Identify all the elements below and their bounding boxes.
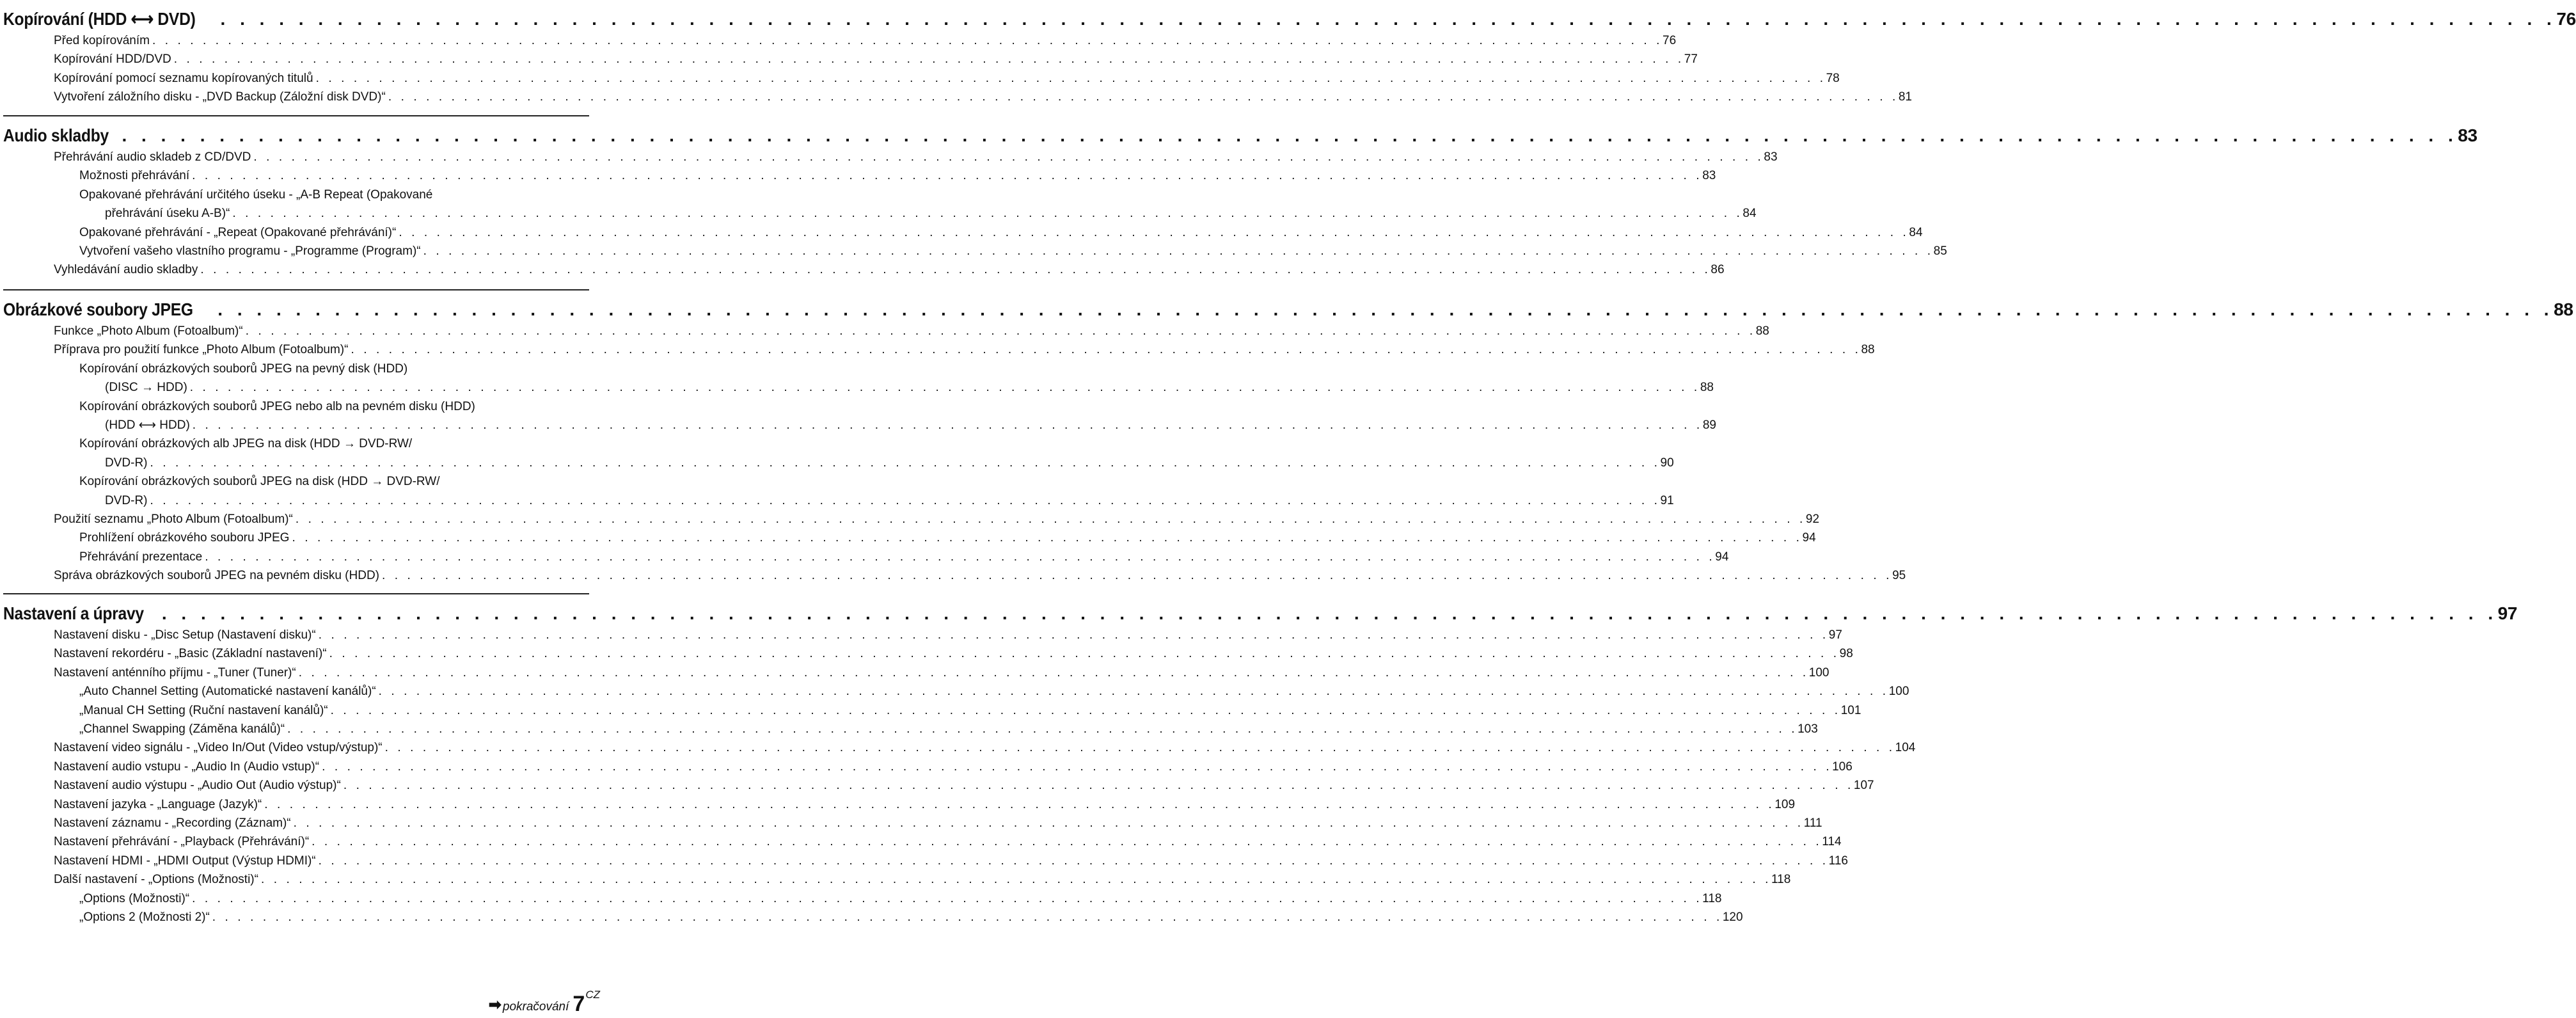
section-divider [3,115,589,116]
section-heading-row[interactable] [3,118,2477,146]
toc-entry-page-number: 88 [1700,381,1714,395]
section-page-number: 83 [2458,125,2477,145]
toc-entry-label: Nastavení záznamu - „Recording (Záznam)“ [54,816,291,830]
toc-entry-label: Správa obrázkových souborů JPEG na pevném disku (HDD) [54,569,380,583]
toc-entry-page-number: 88 [1861,343,1875,357]
toc-entry[interactable] [54,48,1698,67]
toc-entry-page-number: 81 [1898,90,1912,104]
dot-leader: . . . . . . . . . . . . . . . . . . . . . . . . . . . . . . . . . . . . . . . . . . . . . . . . . . . . . . . . . . . . . . . . . . . . . . . . . . . . . . . . . . . . . . . . . . . . . . . . . . . . . . . . . . . . . . . . . . . . . . . . [192,169,1703,183]
dot-leader: . . . . . . . . . . . . . . . . . . . . . . . . . . . . . . . . . . . . . . . . . . . . . . . . . . . . . . . . . . . . . . . . . . . . . . . . . . . . . . . . . . . . . . . . . . . . . . . . . . . . . . . . . . . . . . . . . . . . . . . . [189,381,1700,395]
dot-leader: . . . . . . . . . . . . . . . . . . . . . . . . . . . . . . . . . . . . . . . . . . . . . . . . . . . . . . . . . . . . . . . . . . . . . . . . . . . . . . . . . . . . . . . . . . . . . . . . . . . . . . . . . . . . . . . . . . . . . . . . [161,603,2498,623]
dot-leader: . . . . . . . . . . . . . . . . . . . . . . . . . . . . . . . . . . . . . . . . . . . . . . . . . . . . . . . . . . . . . . . . . . . . . . . . . . . . . . . . . . . . . . . . . . . . . . . . . . . . . . . . . . . . . . . . . . . . . . . . [205,550,1716,564]
toc-entry-label: přehrávání úseku A-B)“ [105,207,230,221]
toc-entry-page-number: 88 [1755,324,1769,338]
toc-entry-page-number: 98 [1839,647,1853,661]
toc-entry-label: Opakované přehrávání určitého úseku - „A-B Repeat (Opakované [79,187,433,202]
toc-entry[interactable] [79,887,1722,907]
toc-entry-label: Příprava pro použití funkce „Photo Album (Fotoalbum)“ [54,343,349,357]
toc-entry[interactable] [79,358,580,377]
toc-entry[interactable] [54,67,1840,86]
toc-entry-label: (HDD ⟷ HDD) [105,418,190,432]
toc-entry-label: „Options 2 (Možnosti 2)“ [79,911,210,924]
toc-entry-label: Nastavení HDMI - „HDMI Output (Výstup HDMI)“ [54,854,316,868]
toc-entry[interactable] [54,812,1822,831]
toc-entry-page-number: 118 [1702,891,1722,905]
dot-leader: . . . . . . . . . . . . . . . . . . . . . . . . . . . . . . . . . . . . . . . . . . . . . . . . . . . . . . . . . . . . . . . . . . . . . . . . . . . . . . . . . . . . . . . . . . . . . . . . . . . . . . . . . . . . . . . . . . . . . . . . [192,891,1703,905]
dot-leader: . . . . . . . . . . . . . . . . . . . . . . . . . . . . . . . . . . . . . . . . . . . . . . . . . . . . . . . . . . . . . . . . . . . . . . . . . . . . . . . . . . . . . . . . . . . . . . . . . . . . . . . . . . . . . . . . . . . . . . . . [122,125,2458,145]
section-title: Kopírování (HDD ⟷ DVD) [3,9,196,29]
toc-entry[interactable] [105,376,1714,395]
toc-entry-page-number: 100 [1808,665,1829,680]
toc-entry-label: DVD-R) [105,456,148,470]
toc-entry[interactable] [79,906,1743,925]
toc-entry[interactable] [54,338,1875,358]
dot-leader: . . . . . . . . . . . . . . . . . . . . . . . . . . . . . . . . . . . . . . . . . . . . . . . . . . . . . . . . . . . . . . . . . . . . . . . . . . . . . . . . . . . . . . . . . . . . . . . . . . . . . . . . . . . . . . . . . . . . . . . . [232,207,1743,221]
toc-entry-page-number: 109 [1774,797,1796,811]
toc-entry[interactable] [79,527,1816,546]
toc-entry-page-number: 91 [1660,493,1674,507]
toc-entry-label: Možnosti přehrávání [79,169,190,183]
toc-entry-label: Kopírování obrázkových souborů JPEG nebo alb na pevném disku (HDD) [79,399,475,413]
toc-entry[interactable] [79,433,580,452]
toc-entry-page-number: 120 [1722,911,1743,924]
toc-entry-page-number: 78 [1826,71,1840,85]
dot-leader: . . . . . . . . . . . . . . . . . . . . . . . . . . . . . . . . . . . . . . . . . . . . . . . . . . . . . . . . . . . . . . . . . . . . . . . . . . . . . . . . . . . . . . . . . . . . . . . . . . . . . . . . . . . . . . . . . . . . . . . . [152,34,1663,47]
toc-entry[interactable] [54,146,1778,165]
toc-entry-page-number: 83 [1702,169,1716,183]
toc-entry[interactable] [79,470,580,489]
dot-leader: . . . . . . . . . . . . . . . . . . . . . . . . . . . . . . . . . . . . . . . . . . . . . . . . . . . . . . . . . . . . . . . . . . . . . . . . . . . . . . . . . . . . . . . . . . . . . . . . . . . . . . . . . . . . . . . . . . . . . . . . [318,628,1829,642]
toc-entry-label: Nastavení disku - „Disc Setup (Nastavení disku)“ [54,628,316,642]
toc-entry-page-number: 94 [1715,550,1729,564]
section-title: Nastavení a úpravy [3,603,144,623]
toc-entry-label: Před kopírováním [54,34,150,47]
toc-entry-page-number: 106 [1832,760,1853,774]
dot-leader: . . . . . . . . . . . . . . . . . . . . . . . . . . . . . . . . . . . . . . . . . . . . . . . . . . . . . . . . . . . . . . . . . . . . . . . . . . . . . . . . . . . . . . . . . . . . . . . . . . . . . . . . . . . . . . . . . . . . . . . . [399,225,1909,239]
toc-entry[interactable] [54,642,1853,662]
dot-leader: . . . . . . . . . . . . . . . . . . . . . . . . . . . . . . . . . . . . . . . . . . . . . . . . . . . . . . . . . . . . . . . . . . . . . . . . . . . . . . . . . . . . . . . . . . . . . . . . . . . . . . . . . . . . . . . . . . . . . . . . [292,531,1803,545]
toc-entry-page-number: 94 [1802,531,1816,545]
section-heading-row[interactable] [3,292,2573,320]
toc-entry-label: Prohlížení obrázkového souboru JPEG [79,531,290,545]
dot-leader: . . . . . . . . . . . . . . . . . . . . . . . . . . . . . . . . . . . . . . . . . . . . . . . . . . . . . . . . . . . . . . . . . . . . . . . . . . . . . . . . . . . . . . . . . . . . . . . . . . . . . . . . . . . . . . . . . . . . . . . . [382,569,1893,583]
dot-leader: . . . . . . . . . . . . . . . . . . . . . . . . . . . . . . . . . . . . . . . . . . . . . . . . . . . . . . . . . . . . . . . . . . . . . . . . . . . . . . . . . . . . . . . . . . . . . . . . . . . . . . . . . . . . . . . . . . . . . . . . [245,324,1756,338]
section-title: Audio skladby [3,125,109,145]
toc-entry[interactable] [54,662,1829,681]
toc-entry[interactable] [54,736,1916,756]
toc-entry[interactable] [79,395,580,415]
toc-entry[interactable] [54,564,1906,584]
toc-entry-label: „Manual CH Setting (Ruční nastavení kanálů)“ [79,703,328,717]
dot-leader: . . . . . . . . . . . . . . . . . . . . . . . . . . . . . . . . . . . . . . . . . . . . . . . . . . . . . . . . . . . . . . . . . . . . . . . . . . . . . . . . . . . . . . . . . . . . . . . . . . . . . . . . . . . . . . . . . . . . . . . . [253,150,1764,164]
dot-leader: . . . . . . . . . . . . . . . . . . . . . . . . . . . . . . . . . . . . . . . . . . . . . . . . . . . . . . . . . . . . . . . . . . . . . . . . . . . . . . . . . . . . . . . . . . . . . . . . . . . . . . . . . . . . . . . . . . . . . . . . [378,685,1889,699]
toc-entry[interactable] [54,320,1769,339]
toc-entry-page-number: 107 [1853,779,1874,793]
toc-entry[interactable] [105,414,1716,433]
toc-entry-label: Funkce „Photo Album (Fotoalbum)“ [54,324,243,338]
toc-entry[interactable] [79,221,1923,241]
toc-entry-page-number: 111 [1803,816,1822,830]
section-page-number: 97 [2497,603,2518,623]
section-title: Obrázkové soubory JPEG [3,299,193,319]
dot-leader: . . . . . . . . . . . . . . . . . . . . . . . . . . . . . . . . . . . . . . . . . . . . . . . . . . . . . . . . . . . . . . . . . . . . . . . . . . . . . . . . . . . . . . . . . . . . . . . . . . . . . . . . . . . . . . . . . . . . . . . . [384,741,1895,755]
page-number: 7 [573,992,585,1016]
toc-entry-label: Kopírování pomocí seznamu kopírovaných titulů [54,71,313,85]
toc-entry[interactable] [79,699,1861,719]
toc-entry-page-number: 101 [1840,703,1861,717]
toc-entry-page-number: 116 [1828,854,1848,868]
toc-entry-label: Použití seznamu „Photo Album (Fotoalbum)“ [54,513,293,526]
toc-entry-label: Kopírování HDD/DVD [54,52,171,67]
dot-leader: . . . . . . . . . . . . . . . . . . . . . . . . . . . . . . . . . . . . . . . . . . . . . . . . . . . . . . . . . . . . . . . . . . . . . . . . . . . . . . . . . . . . . . . . . . . . . . . . . . . . . . . . . . . . . . . . . . . . . . . . [312,835,1822,849]
toc-entry-page-number: 84 [1742,207,1757,221]
toc-entry-label: Kopírování obrázkových souborů JPEG na disk (HDD → DVD-RW/ [79,475,440,489]
toc-entry-label: (DISC → HDD) [105,381,187,395]
section-heading-row[interactable] [3,596,2518,624]
dot-leader: . . . . . . . . . . . . . . . . . . . . . . . . . . . . . . . . . . . . . . . . . . . . . . . . . . . . . . . . . . . . . . . . . . . . . . . . . . . . . . . . . . . . . . . . . . . . . . . . . . . . . . . . . . . . . . . . . . . . . . . . [330,703,1841,717]
toc-entry[interactable] [79,680,1909,699]
toc-entry-page-number: 84 [1909,225,1923,239]
section-divider [3,593,589,594]
dot-leader: . . . . . . . . . . . . . . . . . . . . . . . . . . . . . . . . . . . . . . . . . . . . . . . . . . . . . . . . . . . . . . . . . . . . . . . . . . . . . . . . . . . . . . . . . . . . . . . . . . . . . . . . . . . . . . . . . . . . . . . . [298,665,1809,680]
toc-entry-label: Opakované přehrávání - „Repeat (Opakované přehrávání)“ [79,225,397,239]
dot-leader: . . . . . . . . . . . . . . . . . . . . . . . . . . . . . . . . . . . . . . . . . . . . . . . . . . . . . . . . . . . . . . . . . . . . . . . . . . . . . . . . . . . . . . . . . . . . . . . . . . . . . . . . . . . . . . . . . . . . . . . . [220,9,2557,29]
dot-leader: . . . . . . . . . . . . . . . . . . . . . . . . . . . . . . . . . . . . . . . . . . . . . . . . . . . . . . . . . . . . . . . . . . . . . . . . . . . . . . . . . . . . . . . . . . . . . . . . . . . . . . . . . . . . . . . . . . . . . . . . [423,244,1934,258]
toc-entry[interactable] [105,202,1757,221]
toc-entry-label: Nastavení jazyka - „Language (Jazyk)“ [54,797,262,811]
dot-leader: . . . . . . . . . . . . . . . . . . . . . . . . . . . . . . . . . . . . . . . . . . . . . . . . . . . . . . . . . . . . . . . . . . . . . . . . . . . . . . . . . . . . . . . . . . . . . . . . . . . . . . . . . . . . . . . . . . . . . . . . [264,797,1775,811]
toc-entry-label: Vytvoření vašeho vlastního programu - „Programme (Program)“ [79,244,421,258]
toc-entry-label: Kopírování obrázkových souborů JPEG na pevný disk (HDD) [79,362,408,376]
toc-entry[interactable] [54,86,1912,105]
dot-leader: . . . . . . . . . . . . . . . . . . . . . . . . . . . . . . . . . . . . . . . . . . . . . . . . . . . . . . . . . . . . . . . . . . . . . . . . . . . . . . . . . . . . . . . . . . . . . . . . . . . . . . . . . . . . . . . . . . . . . . . . [173,52,1684,67]
toc-entry-label: Nastavení audio výstupu - „Audio Out (Audio výstup)“ [54,779,341,793]
continue-arrow-icon: ➡ [488,996,502,1014]
dot-leader: . . . . . . . . . . . . . . . . . . . . . . . . . . . . . . . . . . . . . . . . . . . . . . . . . . . . . . . . . . . . . . . . . . . . . . . . . . . . . . . . . . . . . . . . . . . . . . . . . . . . . . . . . . . . . . . . . . . . . . . . [315,71,1826,85]
toc-entry[interactable] [79,164,1716,184]
dot-leader: . . . . . . . . . . . . . . . . . . . . . . . . . . . . . . . . . . . . . . . . . . . . . . . . . . . . . . . . . . . . . . . . . . . . . . . . . . . . . . . . . . . . . . . . . . . . . . . . . . . . . . . . . . . . . . . . . . . . . . . . [318,854,1829,868]
dot-leader: . . . . . . . . . . . . . . . . . . . . . . . . . . . . . . . . . . . . . . . . . . . . . . . . . . . . . . . . . . . . . . . . . . . . . . . . . . . . . . . . . . . . . . . . . . . . . . . . . . . . . . . . . . . . . . . . . . . . . . . . [295,513,1806,526]
toc-entry-label: Přehrávání prezentace [79,550,203,564]
dot-leader: . . . . . . . . . . . . . . . . . . . . . . . . . . . . . . . . . . . . . . . . . . . . . . . . . . . . . . . . . . . . . . . . . . . . . . . . . . . . . . . . . . . . . . . . . . . . . . . . . . . . . . . . . . . . . . . . . . . . . . . . [192,418,1703,432]
dot-leader: . . . . . . . . . . . . . . . . . . . . . . . . . . . . . . . . . . . . . . . . . . . . . . . . . . . . . . . . . . . . . . . . . . . . . . . . . . . . . . . . . . . . . . . . . . . . . . . . . . . . . . . . . . . . . . . . . . . . . . . . [322,760,1833,774]
toc-entry[interactable] [105,489,1674,509]
toc-entry[interactable] [54,831,1842,850]
toc-entry-page-number: 114 [1822,835,1842,849]
toc-entry[interactable] [54,850,1848,869]
toc-entry[interactable] [79,546,1729,565]
toc-entry-page-number: 104 [1895,741,1916,755]
section-heading-row[interactable] [3,1,2576,29]
toc-entry-page-number: 103 [1798,722,1818,736]
toc-entry-page-number: 83 [1764,150,1778,164]
toc-entry[interactable] [54,756,1853,775]
dot-leader: . . . . . . . . . . . . . . . . . . . . . . . . . . . . . . . . . . . . . . . . . . . . . . . . . . . . . . . . . . . . . . . . . . . . . . . . . . . . . . . . . . . . . . . . . . . . . . . . . . . . . . . . . . . . . . . . . . . . . . . . [200,263,1711,277]
dot-leader: . . . . . . . . . . . . . . . . . . . . . . . . . . . . . . . . . . . . . . . . . . . . . . . . . . . . . . . . . . . . . . . . . . . . . . . . . . . . . . . . . . . . . . . . . . . . . . . . . . . . . . . . . . . . . . . . . . . . . . . . [329,647,1840,661]
continue-label: pokračování [502,1000,569,1014]
toc-entry-page-number: 92 [1805,513,1820,526]
toc-entry-page-number: 86 [1711,263,1725,277]
toc-entry-label: Nastavení přehrávání - „Playback (Přehrávání)“ [54,835,310,849]
toc-entry[interactable] [79,718,1818,737]
toc-entry-label: Nastavení video signálu - „Video In/Out (Video vstup/výstup)“ [54,741,383,755]
toc-entry-label: „Channel Swapping (Záměna kanálů)“ [79,722,285,736]
toc-entry-label: Vyhledávání audio skladby [54,263,198,277]
dot-leader: . . . . . . . . . . . . . . . . . . . . . . . . . . . . . . . . . . . . . . . . . . . . . . . . . . . . . . . . . . . . . . . . . . . . . . . . . . . . . . . . . . . . . . . . . . . . . . . . . . . . . . . . . . . . . . . . . . . . . . . . [388,90,1899,104]
toc-entry[interactable] [54,624,1842,643]
dot-leader: . . . . . . . . . . . . . . . . . . . . . . . . . . . . . . . . . . . . . . . . . . . . . . . . . . . . . . . . . . . . . . . . . . . . . . . . . . . . . . . . . . . . . . . . . . . . . . . . . . . . . . . . . . . . . . . . . . . . . . . . [287,722,1798,736]
toc-entry[interactable] [79,184,580,203]
dot-leader: . . . . . . . . . . . . . . . . . . . . . . . . . . . . . . . . . . . . . . . . . . . . . . . . . . . . . . . . . . . . . . . . . . . . . . . . . . . . . . . . . . . . . . . . . . . . . . . . . . . . . . . . . . . . . . . . . . . . . . . . [217,299,2554,319]
dot-leader: . . . . . . . . . . . . . . . . . . . . . . . . . . . . . . . . . . . . . . . . . . . . . . . . . . . . . . . . . . . . . . . . . . . . . . . . . . . . . . . . . . . . . . . . . . . . . . . . . . . . . . . . . . . . . . . . . . . . . . . . [293,816,1804,830]
toc-entry-label: Další nastavení - „Options (Možnosti)“ [54,873,258,887]
toc-entry[interactable] [54,258,1725,278]
toc-entry-page-number: 118 [1771,873,1791,887]
dot-leader: . . . . . . . . . . . . . . . . . . . . . . . . . . . . . . . . . . . . . . . . . . . . . . . . . . . . . . . . . . . . . . . . . . . . . . . . . . . . . . . . . . . . . . . . . . . . . . . . . . . . . . . . . . . . . . . . . . . . . . . . [150,493,1661,507]
dot-leader: . . . . . . . . . . . . . . . . . . . . . . . . . . . . . . . . . . . . . . . . . . . . . . . . . . . . . . . . . . . . . . . . . . . . . . . . . . . . . . . . . . . . . . . . . . . . . . . . . . . . . . . . . . . . . . . . . . . . . . . . [260,873,1771,887]
dot-leader: . . . . . . . . . . . . . . . . . . . . . . . . . . . . . . . . . . . . . . . . . . . . . . . . . . . . . . . . . . . . . . . . . . . . . . . . . . . . . . . . . . . . . . . . . . . . . . . . . . . . . . . . . . . . . . . . . . . . . . . . [351,343,1861,357]
dot-leader: . . . . . . . . . . . . . . . . . . . . . . . . . . . . . . . . . . . . . . . . . . . . . . . . . . . . . . . . . . . . . . . . . . . . . . . . . . . . . . . . . . . . . . . . . . . . . . . . . . . . . . . . . . . . . . . . . . . . . . . . [343,779,1854,793]
toc-entry[interactable] [54,793,1796,813]
toc-entry[interactable] [54,508,1820,527]
toc-entry-page-number: 76 [1663,34,1677,47]
section-page-number: 76 [2556,9,2576,29]
toc-entry-page-number: 97 [1828,628,1842,642]
dot-leader: . . . . . . . . . . . . . . . . . . . . . . . . . . . . . . . . . . . . . . . . . . . . . . . . . . . . . . . . . . . . . . . . . . . . . . . . . . . . . . . . . . . . . . . . . . . . . . . . . . . . . . . . . . . . . . . . . . . . . . . . [212,911,1723,924]
page-footer [489,989,600,1014]
page-language-suffix: CZ [585,989,600,1001]
toc-entry-label: DVD-R) [105,493,148,507]
toc-entry[interactable] [54,29,1677,49]
toc-entry[interactable] [54,774,1874,793]
toc-entry-label: Kopírování obrázkových alb JPEG na disk (HDD → DVD-RW/ [79,437,413,451]
toc-entry-label: Nastavení rekordéru - „Basic (Základní nastavení)“ [54,647,327,661]
toc-entry-label: „Options (Možnosti)“ [79,891,190,905]
toc-entry-label: Přehrávání audio skladeb z CD/DVD [54,150,251,164]
toc-entry-label: Nastavení audio vstupu - „Audio In (Audio vstup)“ [54,760,320,774]
toc-entry-page-number: 95 [1892,569,1906,583]
toc-entry-page-number: 77 [1684,52,1698,67]
dot-leader: . . . . . . . . . . . . . . . . . . . . . . . . . . . . . . . . . . . . . . . . . . . . . . . . . . . . . . . . . . . . . . . . . . . . . . . . . . . . . . . . . . . . . . . . . . . . . . . . . . . . . . . . . . . . . . . . . . . . . . . . [150,456,1661,470]
toc-entry[interactable] [54,868,1791,887]
toc-entry[interactable] [79,240,1947,259]
toc-entry[interactable] [105,452,1674,471]
toc-entry-page-number: 89 [1702,418,1716,432]
toc-entry-page-number: 85 [1933,244,1947,258]
toc-entry-label: „Auto Channel Setting (Automatické nastavení kanálů)“ [79,685,376,699]
toc-entry-page-number: 100 [1888,685,1909,699]
toc-entry-label: Vytvoření záložního disku - „DVD Backup (Záložní disk DVD)“ [54,90,386,104]
section-divider [3,289,589,290]
toc-entry-label: Nastavení anténního příjmu - „Tuner (Tuner)“ [54,665,296,680]
toc-entry-page-number: 90 [1660,456,1674,470]
section-page-number: 88 [2554,299,2573,319]
